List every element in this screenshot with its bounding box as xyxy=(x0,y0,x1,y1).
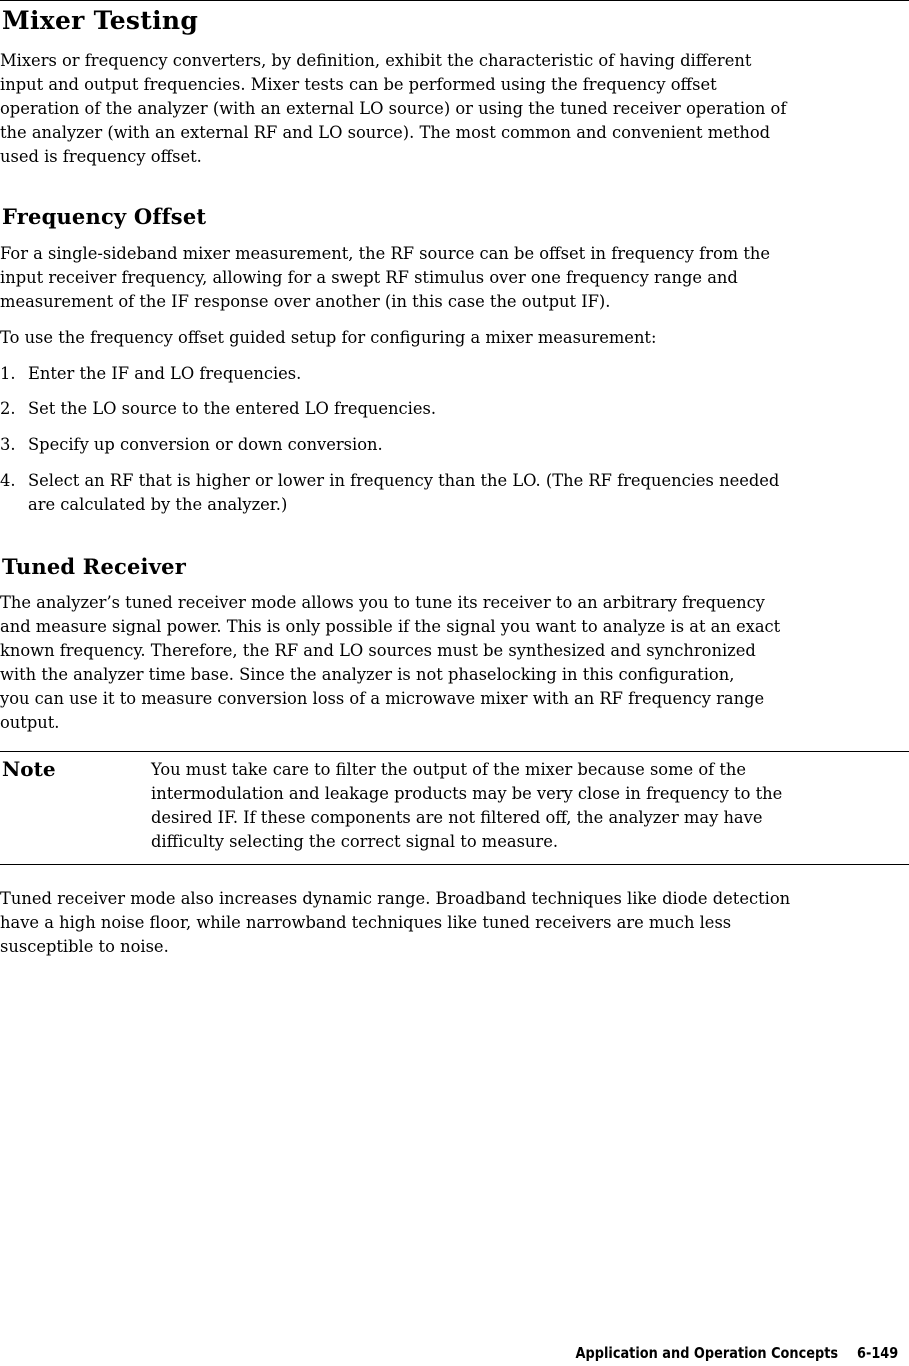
footer-section-title: Application and Operation Concepts xyxy=(575,1344,838,1362)
footer-page-number: 6-149 xyxy=(856,1344,898,1362)
step-number: 3. xyxy=(0,435,16,454)
tuned-receiver-paragraph-2: Tuned receiver mode also increases dynamic range. Broadband techniques like diode detection have a high noise floor, while narrowband techniques like tuned receivers are much less susceptible to noise. xyxy=(0,889,791,956)
mixer-testing-heading: Mixer Testing xyxy=(2,6,199,35)
step-number: 1. xyxy=(0,364,16,383)
step-text: Enter the IF and LO frequencies. xyxy=(28,364,302,383)
note-label: Note xyxy=(2,757,56,781)
page-footer xyxy=(575,1344,898,1362)
frequency-offset-paragraph-2: To use the frequency offset guided setup for configuring a mixer measurement: xyxy=(0,328,657,347)
step-text: Set the LO source to the entered LO frequencies. xyxy=(28,399,437,418)
step-text: Select an RF that is higher or lower in frequency than the LO. (The RF frequencies needed are calculated by the analyzer.) xyxy=(28,471,780,514)
top-rule xyxy=(0,0,909,1)
frequency-offset-paragraph-1: For a single-sideband mixer measurement, the RF source can be offset in frequency from the input receiver frequency, allowing for a swept RF stimulus over one frequency range and measurement of the IF response over another (in this case the output IF). xyxy=(0,244,771,311)
note-bottom-rule xyxy=(0,864,909,865)
frequency-offset-heading: Frequency Offset xyxy=(2,204,207,229)
note-text: You must take care to filter the output of the mixer because some of the intermodulation and leakage products may be very close in frequency to the desired IF. If these components are not filtered off, the analyzer may have difficulty selecting the correct signal to measure. xyxy=(151,760,783,851)
tuned-receiver-paragraph-1: The analyzer’s tuned receiver mode allows you to tune its receiver to an arbitrary frequency and measure signal power. This is only possible if the signal you want to analyze is at an exact known frequency. Therefore, the RF and LO sources must be synthesized and synchronized with the analyzer time base. Since the analyzer is not phaselocking in this configuration, you can use it to measure conversion loss of a microwave mixer with an RF frequency range output. xyxy=(0,593,781,732)
tuned-receiver-heading: Tuned Receiver xyxy=(2,554,186,579)
step-text: Specify up conversion or down conversion. xyxy=(28,435,383,454)
note-top-rule xyxy=(0,751,909,752)
mixer-testing-intro: Mixers or frequency converters, by definition, exhibit the characteristic of having different input and output frequencies. Mixer tests can be performed using the frequency offset operation of the analyzer (with an external LO source) or using the tuned receiver operation of the analyzer (with an external RF and LO source). The most common and convenient method used is frequency offset. xyxy=(0,51,787,166)
step-number: 2. xyxy=(0,399,16,418)
step-number: 4. xyxy=(0,471,16,490)
